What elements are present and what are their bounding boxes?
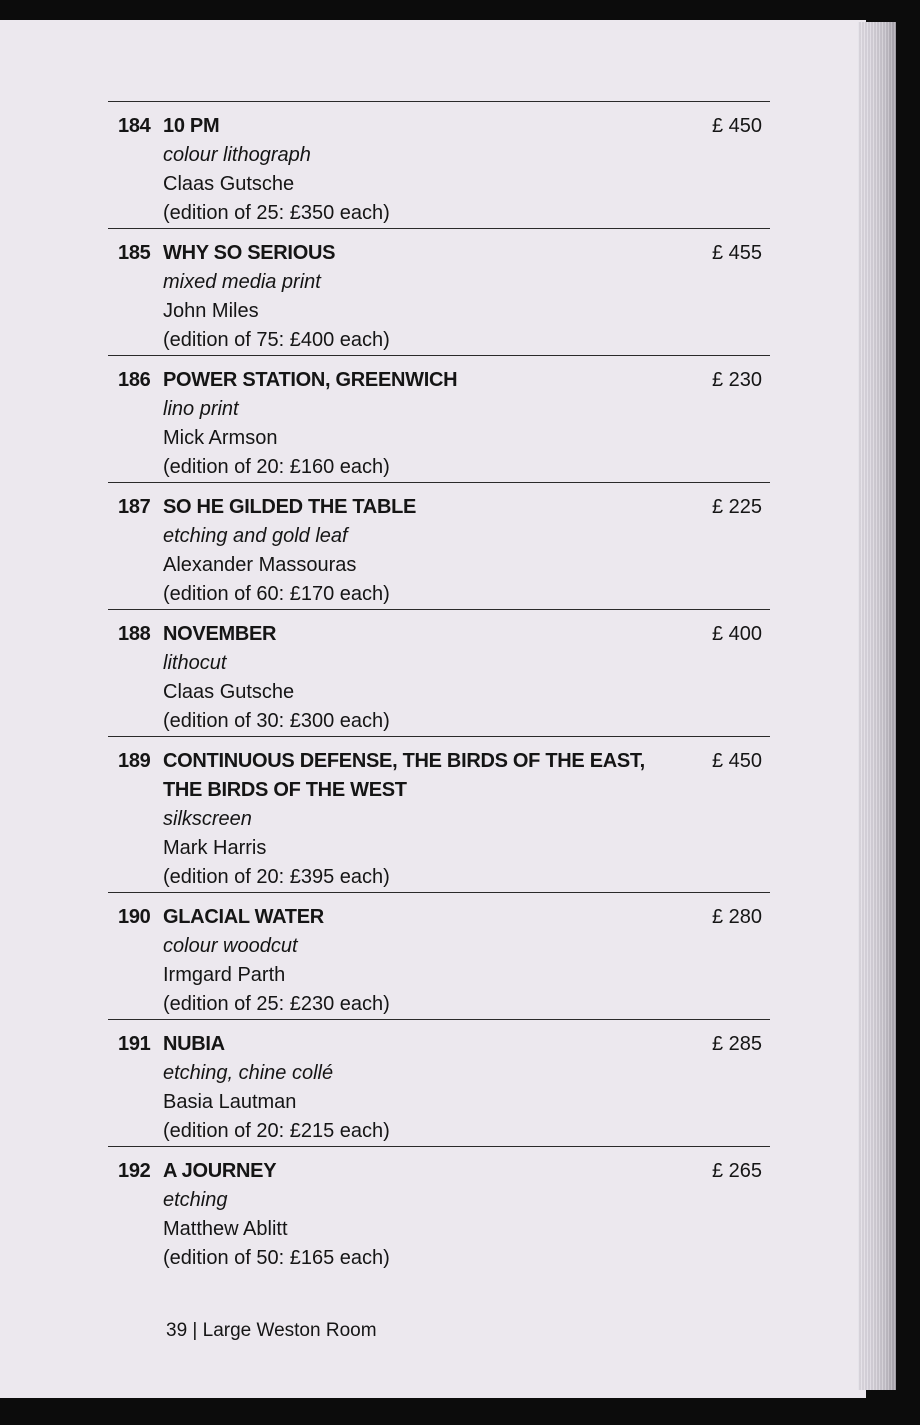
catalogue-entry	[108, 101, 770, 228]
catalogue-entry	[108, 482, 770, 609]
catalogue-entry	[108, 355, 770, 482]
page-footer: 39 | Large Weston Room	[166, 1320, 377, 1341]
entry-artist: Basia Lautman	[163, 1091, 297, 1113]
entry-number: 191	[118, 1033, 151, 1055]
entry-medium: colour woodcut	[163, 935, 298, 957]
entry-medium: etching, chine collé	[163, 1062, 334, 1084]
entry-price: £ 450	[711, 115, 762, 137]
entry-artist: John Miles	[163, 300, 259, 322]
entry-title: A JOURNEY	[163, 1160, 277, 1182]
entry-number: 185	[118, 242, 151, 264]
entry-price: £ 225	[711, 496, 762, 518]
entry-artist: Claas Gutsche	[163, 681, 295, 703]
entry-title: GLACIAL WATER	[163, 906, 324, 928]
entry-edition: (edition of 25: £230 each)	[163, 993, 390, 1015]
catalogue-entry	[108, 736, 770, 892]
entry-medium: lino print	[163, 398, 239, 420]
entry-price: £ 455	[711, 242, 762, 264]
entry-edition: (edition of 20: £215 each)	[163, 1120, 390, 1142]
entry-edition: (edition of 20: £395 each)	[163, 866, 390, 888]
entry-title: NUBIA	[163, 1033, 225, 1055]
entry-medium: lithocut	[163, 652, 227, 674]
entry-medium: mixed media print	[163, 271, 321, 293]
entry-number: 190	[118, 906, 151, 928]
entry-artist: Alexander Massouras	[163, 554, 357, 576]
entry-edition: (edition of 25: £350 each)	[163, 202, 390, 224]
entry-medium: etching and gold leaf	[163, 525, 348, 547]
entry-edition: (edition of 50: £165 each)	[163, 1247, 390, 1269]
entry-price: £ 285	[711, 1033, 762, 1055]
entry-number: 189	[118, 750, 151, 772]
page-stack-edge	[858, 22, 896, 1390]
catalogue-list	[108, 101, 770, 1273]
catalogue-entry	[108, 892, 770, 1019]
entry-medium: silkscreen	[163, 808, 252, 830]
entry-medium: etching	[163, 1189, 228, 1211]
catalogue-entry	[108, 1019, 770, 1146]
entry-title: SO HE GILDED THE TABLE	[163, 496, 417, 518]
entry-artist: Irmgard Parth	[163, 964, 286, 986]
entry-price: £ 280	[711, 906, 762, 928]
entry-edition: (edition of 60: £170 each)	[163, 583, 390, 605]
entry-artist: Mick Armson	[163, 427, 278, 449]
entry-title: WHY SO SERIOUS	[163, 242, 336, 264]
entry-number: 187	[118, 496, 151, 518]
entry-title: 10 PM	[163, 115, 220, 137]
entry-artist: Claas Gutsche	[163, 173, 295, 195]
entry-price: £ 230	[711, 369, 762, 391]
catalogue-entry	[108, 228, 770, 355]
entry-title: CONTINUOUS DEFENSE, THE BIRDS OF THE EAST, THE BIRDS OF THE WEST	[163, 750, 645, 801]
entry-number: 186	[118, 369, 151, 391]
entry-medium: colour lithograph	[163, 144, 311, 166]
entry-edition: (edition of 75: £400 each)	[163, 329, 390, 351]
entry-title: POWER STATION, GREENWICH	[163, 369, 458, 391]
entry-number: 192	[118, 1160, 151, 1182]
entry-artist: Matthew Ablitt	[163, 1218, 288, 1240]
entry-number: 188	[118, 623, 151, 645]
entry-edition: (edition of 30: £300 each)	[163, 710, 390, 732]
entry-price: £ 400	[711, 623, 762, 645]
entry-number: 184	[118, 115, 151, 137]
catalogue-entry	[108, 609, 770, 736]
catalogue-entry	[108, 1146, 770, 1273]
entry-edition: (edition of 20: £160 each)	[163, 456, 390, 478]
entry-title: NOVEMBER	[163, 623, 277, 645]
entry-price: £ 265	[711, 1160, 762, 1182]
entry-artist: Mark Harris	[163, 837, 267, 859]
entry-price: £ 450	[711, 750, 762, 772]
